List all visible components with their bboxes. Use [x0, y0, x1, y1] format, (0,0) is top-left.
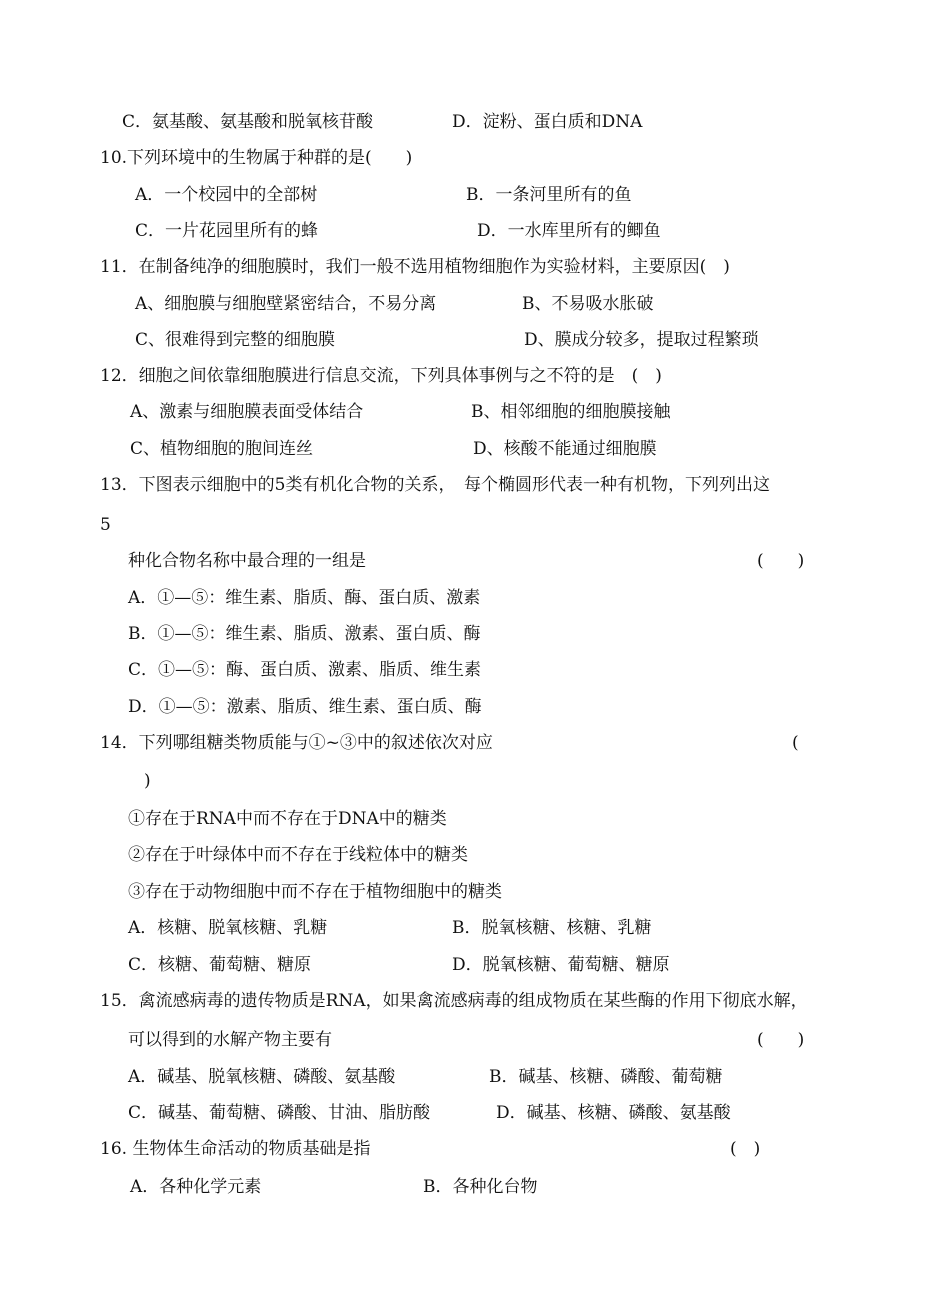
text-line: 5	[100, 515, 111, 535]
option-b: B、不易吸水胀破	[522, 294, 654, 314]
option-a: A、激素与细胞膜表面受体结合	[130, 402, 364, 422]
text-line: 种化合物名称中最合理的一组是	[128, 551, 366, 571]
option-c: C．碱基、葡萄糖、磷酸、甘油、脂肪酸	[128, 1103, 431, 1123]
text-line: D．淀粉、蛋白质和DNA	[452, 112, 643, 132]
question-12: 12．细胞之间依靠细胞膜进行信息交流，下列具体事例与之不符的是 ( )	[100, 366, 662, 386]
statement-1: ①存在于RNA中而不存在于DNA中的糖类	[128, 809, 447, 829]
option-a: A．各种化学元素	[130, 1177, 262, 1197]
option-a: A．一个校园中的全部树	[135, 185, 318, 205]
option-a: A．核糖、脱氧核糖、乳糖	[128, 918, 328, 938]
question-14: 14．下列哪组糖类物质能与①~③中的叙述依次对应	[100, 733, 493, 753]
answer-bracket: (	[792, 733, 799, 753]
text-line: )	[144, 771, 151, 791]
option-d: D、核酸不能通过细胞膜	[473, 439, 657, 459]
option-a: A．①—⑤：维生素、脂质、酶、蛋白质、激素	[128, 588, 481, 608]
question-13: 13．下图表示细胞中的5类有机化合物的关系， 每个椭圆形代表一种有机物，下列列出这	[100, 475, 770, 495]
option-a: A．碱基、脱氧核糖、磷酸、氨基酸	[128, 1067, 396, 1087]
option-d: D．碱基、核糖、磷酸、氨基酸	[496, 1103, 731, 1123]
statement-3: ③存在于动物细胞中而不存在于植物细胞中的糖类	[128, 882, 502, 902]
question-11: 11．在制备纯净的细胞膜时，我们一般不选用植物细胞作为实验材料，主要原因( )	[100, 257, 730, 277]
text-line: C．氨基酸、氨基酸和脱氧核苷酸	[122, 112, 374, 132]
option-c: C、很难得到完整的细胞膜	[135, 330, 336, 350]
option-d: D．脱氧核糖、葡萄糖、糖原	[452, 955, 670, 975]
option-b: B．脱氧核糖、核糖、乳糖	[452, 918, 652, 938]
option-b: B．各种化台物	[423, 1177, 538, 1197]
statement-2: ②存在于叶绿体中而不存在于线粒体中的糖类	[128, 845, 468, 865]
option-c: C．①—⑤：酶、蛋白质、激素、脂质、维生素	[128, 660, 482, 680]
option-b: B．①—⑤：维生素、脂质、激素、蛋白质、酶	[128, 624, 481, 644]
question-16: 16. 生物体生命活动的物质基础是指	[100, 1139, 371, 1159]
option-d: D、膜成分较多，提取过程繁琐	[524, 330, 759, 350]
answer-bracket: ( )	[757, 1030, 805, 1050]
option-d: D．一水库里所有的鲫鱼	[477, 221, 661, 241]
option-b: B．碱基、核糖、磷酸、葡萄糖	[489, 1067, 723, 1087]
question-10: 10.下列环境中的生物属于种群的是( )	[100, 148, 413, 168]
question-15: 15．禽流感病毒的遗传物质是RNA，如果禽流感病毒的组成物质在某些酶的作用下彻底水解，	[100, 991, 808, 1011]
option-b: B、相邻细胞的细胞膜接触	[471, 402, 671, 422]
answer-bracket: ( )	[730, 1139, 761, 1159]
option-d: D．①—⑤：激素、脂质、维生素、蛋白质、酶	[128, 697, 482, 717]
option-c: C．一片花园里所有的蜂	[135, 221, 319, 241]
option-b: B．一条河里所有的鱼	[466, 185, 632, 205]
option-c: C．核糖、葡萄糖、糖原	[128, 955, 312, 975]
text-line: 可以得到的水解产物主要有	[128, 1030, 332, 1050]
option-a: A、细胞膜与细胞壁紧密结合，不易分离	[135, 294, 437, 314]
option-c: C、植物细胞的胞间连丝	[130, 439, 314, 459]
answer-bracket: ( )	[757, 551, 805, 571]
